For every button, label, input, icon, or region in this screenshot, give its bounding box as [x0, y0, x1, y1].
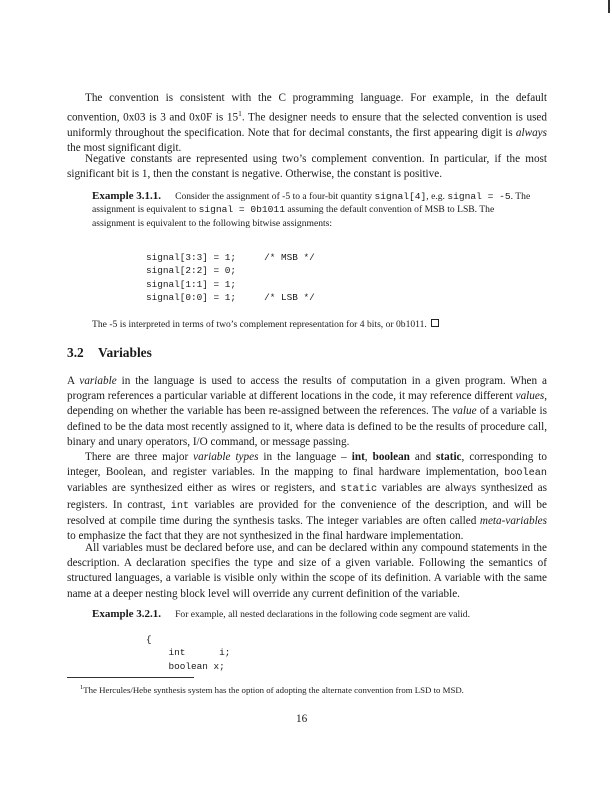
text-run: , corresponding to integer, Boolean, and register variables. In the mapping to final hardware implementation, [67, 451, 548, 479]
text-run: The convention is consistent with the C programming language. For example, in the default convention, 0x03 is 3 and 0x0F is 15 [67, 92, 547, 124]
code-block-bitwise [146, 251, 315, 304]
text-run: A [67, 375, 80, 387]
code-block-nested [146, 633, 230, 673]
text-run: Negative constants are represented using two’s complement convention. In particular, if the most significant bit is 1, then the constant is negative. Otherwise, the constant is positive. [67, 153, 547, 181]
footnote-mark: 1 [80, 684, 84, 691]
example-label: Example 3.2.1. [92, 608, 162, 620]
qed-square-icon [431, 319, 439, 327]
paragraph-convention [67, 91, 547, 157]
text-run: the most significant digit. [67, 142, 182, 155]
code-line: signal[0:0] = 1; /* LSB */ [146, 291, 315, 303]
text-run: All variables must be declared before use, and can be declared within any compound statements in the description. A declaration specifies the type and size of a given variable. Following the semantics of structured languages, a variable is visible only within the scope of its definition. A variable with the same name at a deeper nesting block level will override any current definition of the variable. [67, 542, 547, 600]
section-title: Variables [98, 345, 152, 360]
paragraph-negative-constants [67, 152, 547, 182]
code-line: { [146, 634, 152, 645]
emphasis: always [515, 127, 547, 140]
text-run: , e.g. [426, 191, 448, 202]
text-run: . The assignment is equivalent to [92, 191, 531, 216]
text-run: of a variable is defined to be the data most recently assigned to it, where data is defined to be the results of procedure call, binary and unary operators, I/O command, or message passing. [67, 405, 547, 448]
footnote-ref[interactable]: 1 [238, 109, 242, 119]
example-closing [92, 318, 439, 331]
code-line: int i; [146, 647, 231, 659]
emphasis: values [515, 390, 545, 403]
text-run: to emphasize the fact that they are not synthesized in the final hardware implementation. [67, 530, 464, 543]
paragraph-variable-definition [67, 374, 547, 450]
inline-code: boolean [504, 468, 547, 480]
emphasis: variable [79, 375, 117, 387]
inline-code: int [170, 500, 190, 512]
inline-code: signal = 0b1011 [198, 204, 285, 216]
example-3-2-1 [92, 608, 532, 621]
paragraph-declarations [67, 541, 547, 602]
code-line: signal[1:1] = 1; [146, 278, 237, 290]
section-number: 3.2 [67, 345, 84, 360]
section-heading [67, 345, 152, 361]
footnote [80, 682, 464, 696]
example-label: Example 3.1.1. [92, 190, 162, 202]
text-run: variables are synthesized either as wires or registers, and [67, 482, 341, 495]
text-run: variables are provided for the convenience of the description, and will be resolved at compile time during the synthesis tasks. The integer variables are often called [67, 498, 547, 527]
text-run: , depending on whether the variable has been re-assigned between the references. The [67, 390, 547, 418]
text-run: in the language – [258, 451, 352, 463]
text-run: . The designer needs to ensure that the selected convention is used uniformly throughout the specification. Note that for decimal constants, the first appearing digit is [67, 111, 547, 140]
scan-artifact [608, 0, 610, 13]
bold-term: boolean [372, 451, 410, 463]
footnote-text: The Hercules/Hebe synthesis system has the option of adopting the alternate convention from LSD to MSD. [83, 684, 464, 695]
emphasis: meta-variables [479, 514, 547, 527]
footnote-divider [67, 677, 194, 678]
page-number: 16 [296, 713, 308, 725]
bold-term: int [351, 451, 365, 463]
text-run: Consider the assignment of -5 to a four-bit quantity [175, 191, 375, 202]
paragraph-variable-types [67, 450, 547, 544]
inline-code: static [340, 484, 378, 496]
text-run: in the language is used to access the results of computation in a given program. When a program references a particular variable at different locations in the code, it may reference different [67, 375, 547, 403]
code-line: signal[3:3] = 1; /* MSB */ [146, 252, 315, 263]
code-line: boolean x; [146, 660, 225, 672]
text-run: variables are always synthesized as registers. In contrast, [67, 482, 548, 511]
text-run: assuming the default convention of MSB to LSB. The assignment is equivalent to the following bitwise assignments: [92, 204, 495, 229]
example-3-1-1 [92, 190, 532, 230]
inline-code: signal = -5 [447, 191, 511, 202]
emphasis: variable types [193, 451, 259, 463]
bold-term: static [436, 451, 462, 463]
emphasis: value [452, 405, 477, 418]
text-run: The -5 is interpreted in terms of two’s complement representation for 4 bits, or 0b1011. [92, 319, 427, 330]
text-run: and [409, 451, 437, 463]
code-line: signal[2:2] = 0; [146, 265, 237, 277]
text-run: For example, all nested declarations in the following code segment are valid. [175, 609, 470, 620]
inline-code: signal[4] [374, 191, 427, 202]
text-run: There are three major [85, 451, 194, 463]
text-run: , [364, 451, 373, 463]
